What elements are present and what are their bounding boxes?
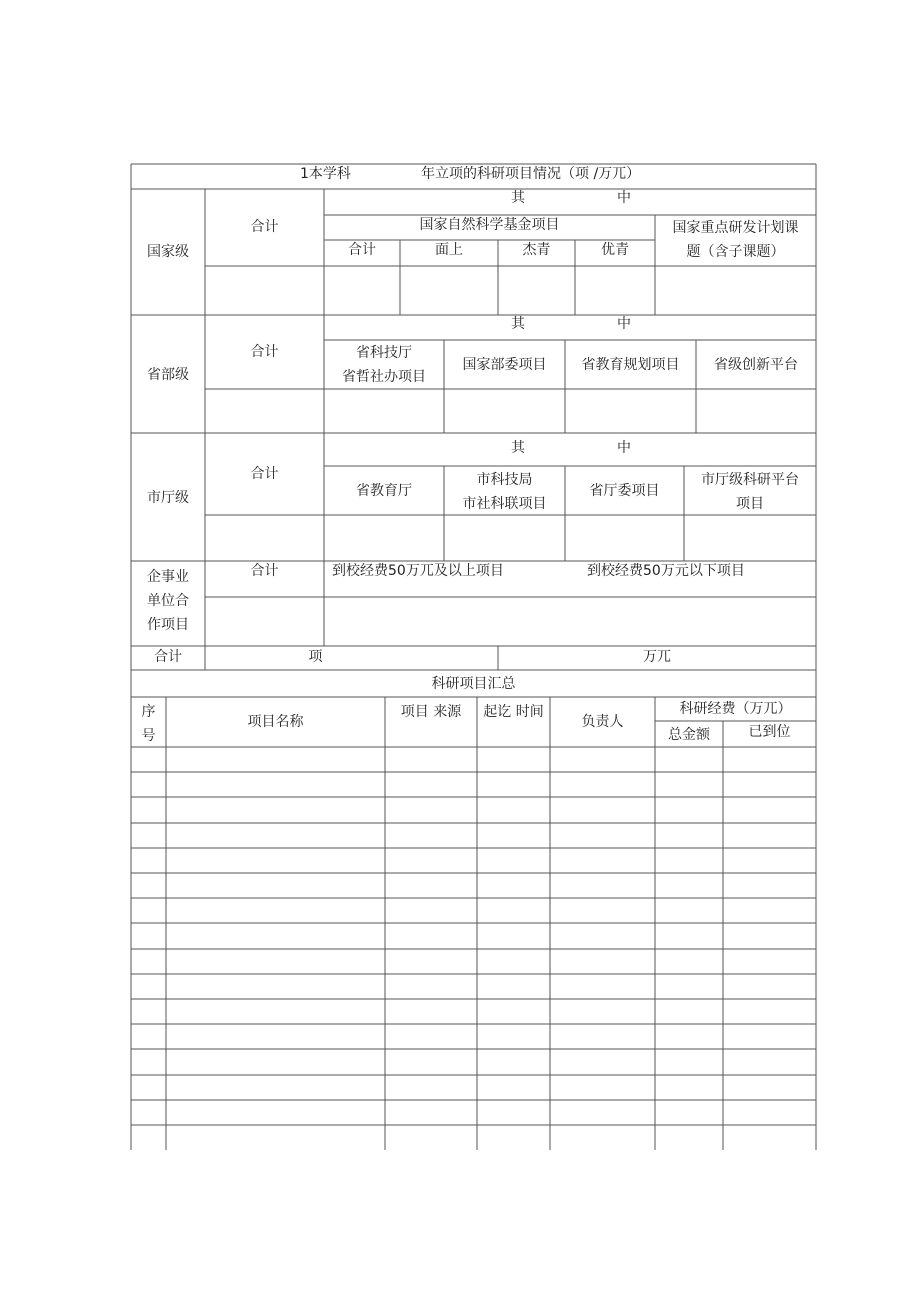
table-cell[interactable] xyxy=(166,1126,385,1149)
national-total-label: 合计 xyxy=(250,219,279,235)
table-cell[interactable] xyxy=(131,1050,166,1073)
nsfc-general-label: 面上 xyxy=(435,242,463,258)
table-cell[interactable] xyxy=(131,1126,166,1149)
municipal-col2-line2: 市社科联项目 xyxy=(462,496,547,512)
table-cell[interactable] xyxy=(655,874,723,897)
table-cell[interactable] xyxy=(550,1050,655,1073)
municipal-zhong-label: 中 xyxy=(617,440,631,456)
key-rd-label-line2: 题（含子课题） xyxy=(686,244,785,260)
table-cell[interactable] xyxy=(385,849,477,872)
table-cell[interactable] xyxy=(655,1025,723,1048)
table-cell[interactable] xyxy=(723,849,816,872)
table-cell[interactable] xyxy=(166,975,385,998)
table-cell[interactable] xyxy=(655,1000,723,1023)
provincial-col1-line2: 省哲社办项目 xyxy=(342,369,426,385)
table-cell[interactable] xyxy=(166,899,385,922)
table-cell[interactable] xyxy=(550,798,655,821)
table-cell[interactable] xyxy=(655,975,723,998)
table-cell[interactable] xyxy=(550,899,655,922)
table-cell[interactable] xyxy=(550,874,655,897)
enterprise-under50-label: 到校经费50万元以下项目 xyxy=(587,563,745,579)
table-cell[interactable] xyxy=(385,1000,477,1023)
municipal-qi-label: 其 xyxy=(511,440,525,456)
table-cell[interactable] xyxy=(385,975,477,998)
table-cell[interactable] xyxy=(477,1076,550,1099)
nsfc-excellent-label: 优青 xyxy=(601,242,629,258)
table-cell[interactable] xyxy=(166,1000,385,1023)
table-cell[interactable] xyxy=(477,1126,550,1149)
provincial-total-label: 合计 xyxy=(250,344,279,360)
enterprise-over50-label: 到校经费50万兀及以上项目 xyxy=(332,563,504,579)
table-cell[interactable] xyxy=(385,1076,477,1099)
table-cell[interactable] xyxy=(166,924,385,947)
table-cell[interactable] xyxy=(723,975,816,998)
nsfc-distinguished-label: 杰青 xyxy=(522,242,551,258)
provincial-col1-line1: 省科技厅 xyxy=(356,345,412,361)
provincial-level-label: 省部级 xyxy=(147,367,189,383)
table-cell[interactable] xyxy=(477,924,550,947)
national-zhong-label: 中 xyxy=(617,190,631,206)
table-cell[interactable] xyxy=(550,950,655,973)
table-cell[interactable] xyxy=(655,824,723,847)
table-cell[interactable] xyxy=(131,874,166,897)
table-cell[interactable] xyxy=(166,824,385,847)
table-cell[interactable] xyxy=(723,1101,816,1124)
table-cell[interactable] xyxy=(655,849,723,872)
table-cell[interactable] xyxy=(166,773,385,796)
table-cell[interactable] xyxy=(385,874,477,897)
municipal-col2-line1: 市科技局 xyxy=(476,472,533,488)
table-cell[interactable] xyxy=(550,849,655,872)
table-cell[interactable] xyxy=(385,798,477,821)
table-cell[interactable] xyxy=(477,773,550,796)
table-cell[interactable] xyxy=(385,1126,477,1149)
table-cell[interactable] xyxy=(385,924,477,947)
table-cell[interactable] xyxy=(655,950,723,973)
key-rd-label-line1: 国家重点研发计划课 xyxy=(672,220,799,236)
table-cell[interactable] xyxy=(131,824,166,847)
table-cell[interactable] xyxy=(131,748,166,771)
table-cell[interactable] xyxy=(723,748,816,771)
table-cell[interactable] xyxy=(723,1000,816,1023)
grand-total-amount-label: 万兀 xyxy=(643,649,671,665)
municipal-total-label: 合计 xyxy=(250,466,279,482)
table-cell[interactable] xyxy=(723,924,816,947)
table-cell[interactable] xyxy=(723,874,816,897)
provincial-col4-label: 省级创新平台 xyxy=(714,357,798,373)
table-cell[interactable] xyxy=(655,1101,723,1124)
table-cell[interactable] xyxy=(166,1101,385,1124)
table-cell[interactable] xyxy=(131,1076,166,1099)
table-cell[interactable] xyxy=(550,1076,655,1099)
table-cell[interactable] xyxy=(723,1050,816,1073)
nsfc-header: 国家自然科学基金项目 xyxy=(419,217,560,233)
table-cell[interactable] xyxy=(550,1000,655,1023)
summary-seq-header-line1: 序 xyxy=(141,704,156,720)
summary-total-amount-header: 总金额 xyxy=(668,727,710,743)
table-cell[interactable] xyxy=(385,773,477,796)
table-cell[interactable] xyxy=(723,950,816,973)
table-cell[interactable] xyxy=(131,1000,166,1023)
national-qi-label: 其 xyxy=(511,190,525,206)
table-cell[interactable] xyxy=(550,975,655,998)
provincial-zhong-label: 中 xyxy=(617,316,631,332)
provincial-col2-label: 国家部委项目 xyxy=(462,357,547,373)
table-cell[interactable] xyxy=(166,950,385,973)
table-cell[interactable] xyxy=(723,773,816,796)
nsfc-total-label: 合计 xyxy=(348,242,376,258)
table-cell[interactable] xyxy=(166,1076,385,1099)
enterprise-label-line3: 作项目 xyxy=(147,617,189,633)
provincial-col3-label: 省教育规划项目 xyxy=(581,357,680,373)
summary-leader-header: 负责人 xyxy=(581,714,624,730)
table-cell[interactable] xyxy=(131,798,166,821)
table-cell[interactable] xyxy=(385,1050,477,1073)
summary-source-header: 项目 来源 xyxy=(400,704,462,720)
table-cell[interactable] xyxy=(385,1025,477,1048)
table-cell[interactable] xyxy=(550,924,655,947)
table-cell[interactable] xyxy=(723,798,816,821)
table-cell[interactable] xyxy=(550,1101,655,1124)
municipal-col4-line1: 市厅级科研平台 xyxy=(701,472,799,488)
table-cell[interactable] xyxy=(723,1076,816,1099)
table-cell[interactable] xyxy=(477,874,550,897)
table-cell[interactable] xyxy=(131,849,166,872)
table-cell[interactable] xyxy=(166,874,385,897)
table-cell[interactable] xyxy=(385,824,477,847)
table-cell[interactable] xyxy=(131,899,166,922)
table-cell[interactable] xyxy=(550,773,655,796)
summary-name-header: 项目名称 xyxy=(247,714,304,730)
table-cell[interactable] xyxy=(550,824,655,847)
table-cell[interactable] xyxy=(131,773,166,796)
table-cell[interactable] xyxy=(477,748,550,771)
municipal-col1-label: 省教育厅 xyxy=(356,483,412,499)
title-text: 年立项的科研项目情况（项 /万兀） xyxy=(421,166,641,182)
table-cell[interactable] xyxy=(131,924,166,947)
table-cell[interactable] xyxy=(723,824,816,847)
table-cell[interactable] xyxy=(477,950,550,973)
grand-total-label: 合计 xyxy=(154,649,182,665)
table-cell[interactable] xyxy=(655,1076,723,1099)
table-cell[interactable] xyxy=(166,849,385,872)
table-cell[interactable] xyxy=(550,1025,655,1048)
table-cell[interactable] xyxy=(655,924,723,947)
national-level-label: 国家级 xyxy=(147,244,189,260)
table-cell[interactable] xyxy=(655,773,723,796)
table-cell[interactable] xyxy=(723,1126,816,1149)
table-cell[interactable] xyxy=(477,1101,550,1124)
table-cell[interactable] xyxy=(131,975,166,998)
municipal-col4-line2: 项目 xyxy=(736,496,764,512)
enterprise-label-line1: 企事业 xyxy=(147,569,189,585)
summary-received-header: 已到位 xyxy=(748,724,791,740)
table-cell[interactable] xyxy=(166,748,385,771)
table-cell[interactable] xyxy=(477,824,550,847)
table-cell[interactable] xyxy=(131,1025,166,1048)
table-cell[interactable] xyxy=(723,899,816,922)
table-cell[interactable] xyxy=(477,1050,550,1073)
table-cell[interactable] xyxy=(477,899,550,922)
table-cell[interactable] xyxy=(655,1126,723,1149)
title-prefix: 1本学科 xyxy=(300,166,351,182)
enterprise-total-label: 合计 xyxy=(250,563,279,579)
table-cell[interactable] xyxy=(166,798,385,821)
table-cell[interactable] xyxy=(723,1025,816,1048)
table-cell[interactable] xyxy=(655,899,723,922)
enterprise-label-line2: 单位合 xyxy=(147,593,189,609)
table-cell[interactable] xyxy=(385,950,477,973)
table-cell[interactable] xyxy=(477,798,550,821)
provincial-qi-label: 其 xyxy=(511,316,525,332)
summary-seq-header-line2: 号 xyxy=(141,728,156,744)
table-cell[interactable] xyxy=(477,1000,550,1023)
table-cell[interactable] xyxy=(131,1101,166,1124)
table-cell[interactable] xyxy=(477,849,550,872)
table-cell[interactable] xyxy=(655,748,723,771)
table-cell[interactable] xyxy=(131,950,166,973)
municipal-col3-label: 省厅委项目 xyxy=(589,483,660,499)
summary-title: 科研项目汇总 xyxy=(431,676,516,692)
table-cell[interactable] xyxy=(166,1050,385,1073)
table-cell[interactable] xyxy=(166,1025,385,1048)
grand-total-items-label: 项 xyxy=(308,649,323,665)
table-cell[interactable] xyxy=(385,748,477,771)
summary-funding-header: 科研经费（万兀） xyxy=(679,701,792,717)
municipal-level-label: 市厅级 xyxy=(147,490,189,506)
table-cell[interactable] xyxy=(385,899,477,922)
summary-period-header: 起讫 时间 xyxy=(483,704,544,720)
table-cell[interactable] xyxy=(655,1050,723,1073)
table-cell[interactable] xyxy=(477,975,550,998)
table-cell[interactable] xyxy=(550,1126,655,1149)
table-cell[interactable] xyxy=(550,748,655,771)
table-cell[interactable] xyxy=(385,1101,477,1124)
table-cell[interactable] xyxy=(655,798,723,821)
table-cell[interactable] xyxy=(477,1025,550,1048)
